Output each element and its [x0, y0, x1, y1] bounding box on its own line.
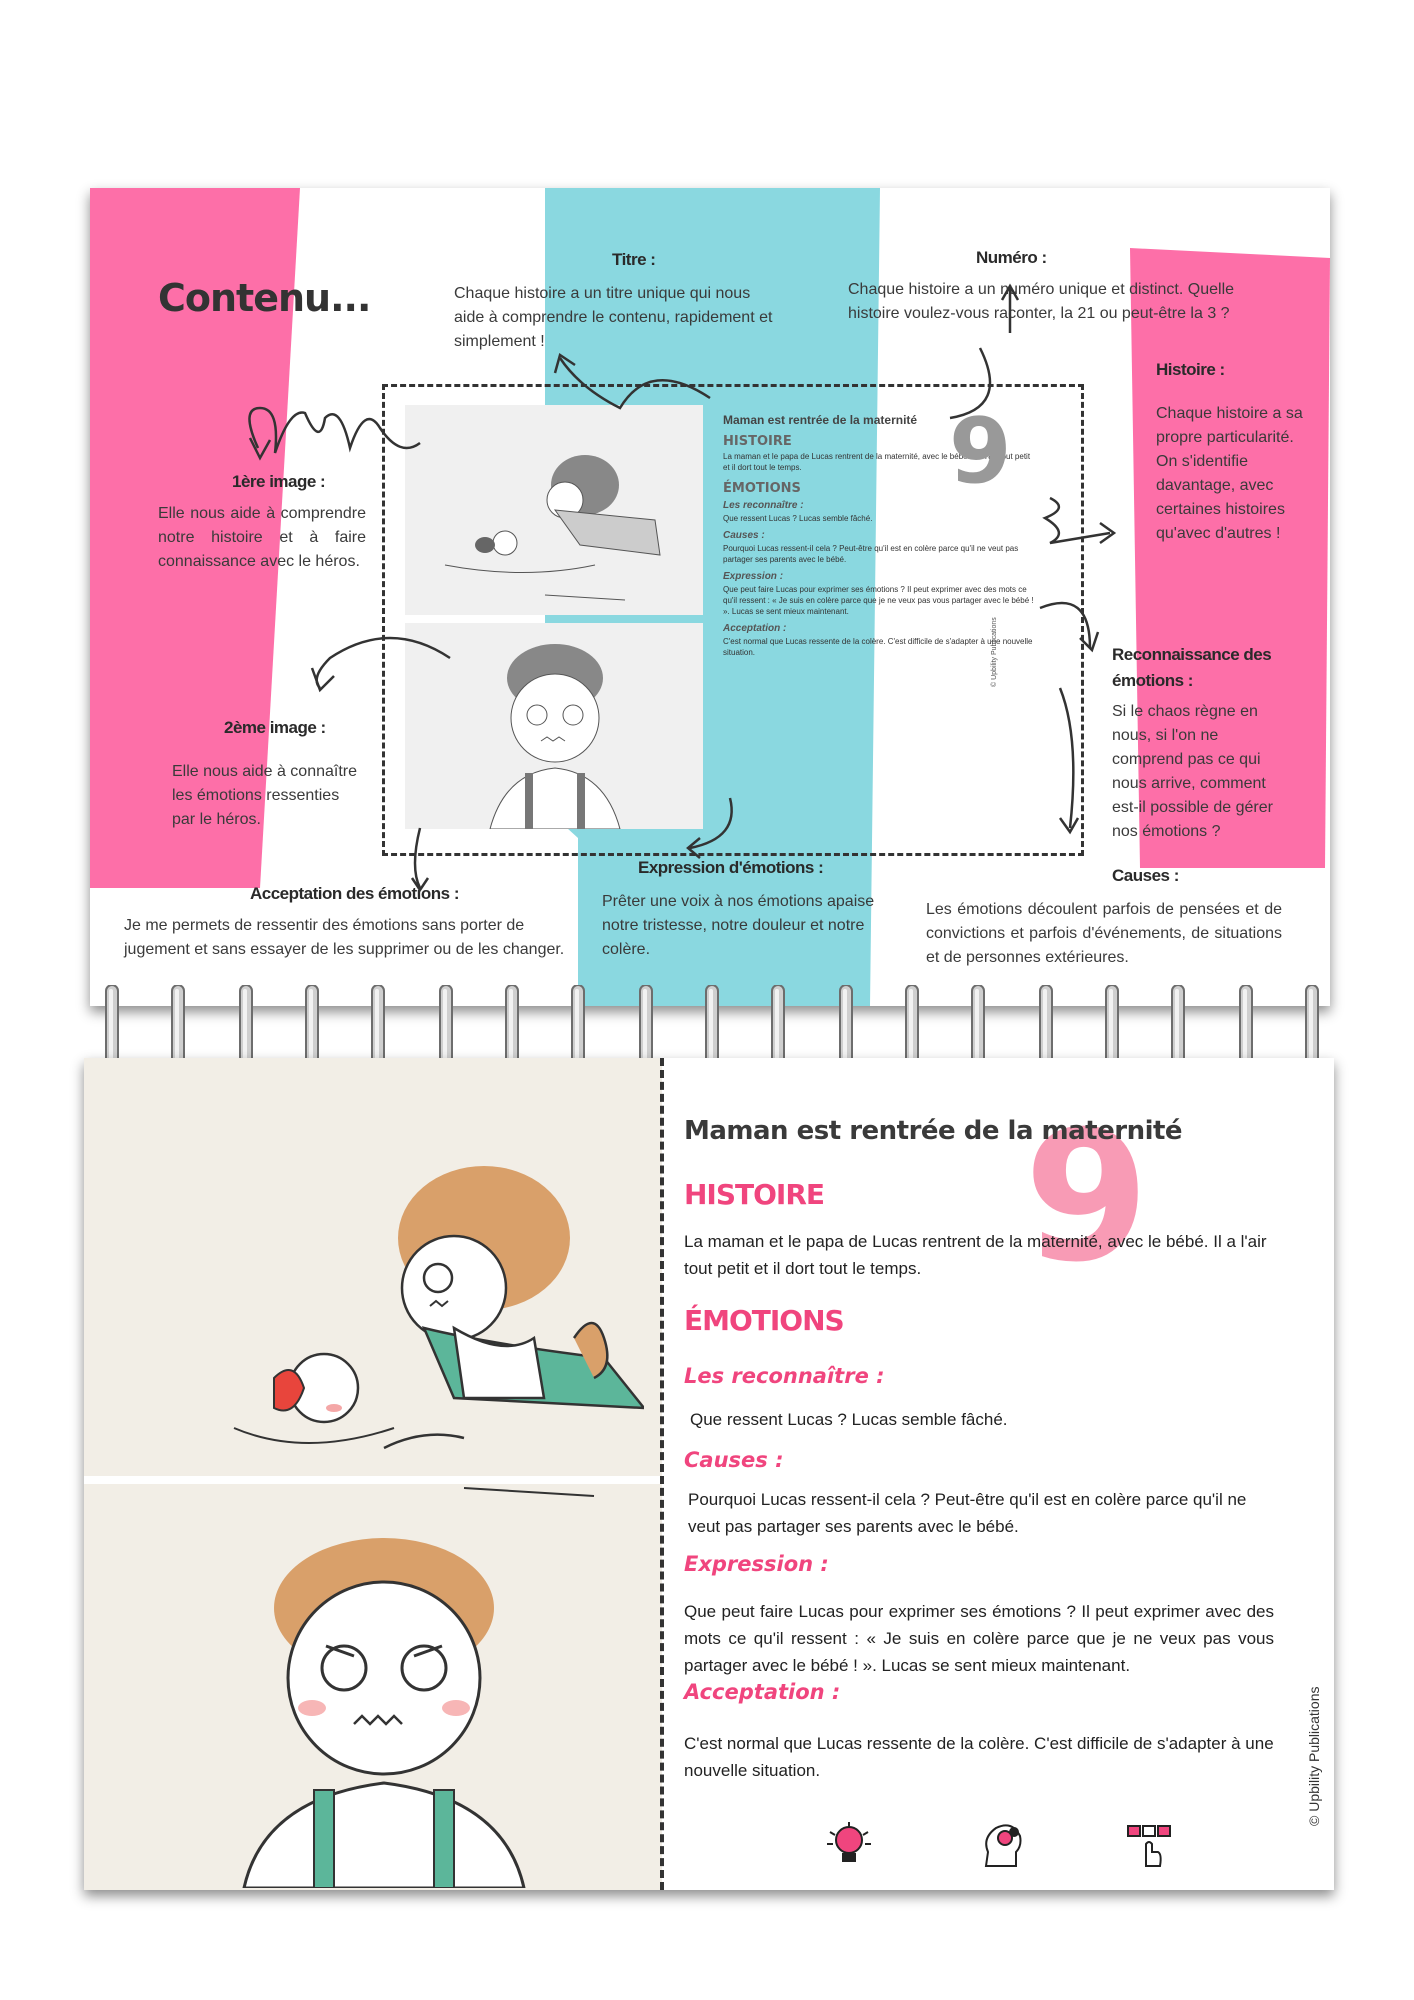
panel-divider: [660, 1058, 664, 1890]
reconnaissance-label: Reconnaissance des émotions :: [1112, 645, 1272, 690]
preview-causes-text: Pourquoi Lucas ressent-il cela ? Peut-être qu'il est en colère parce qu'il ne veut pas partager ses parents avec le bébé.: [723, 544, 1019, 564]
panel-separator: [84, 1476, 662, 1484]
preview-title: Maman est rentrée de la maternité: [723, 413, 918, 427]
lightbulb-icon: [824, 1820, 874, 1870]
titre-label: Titre :: [612, 250, 656, 269]
acceptation-heading: Acceptation :: [684, 1680, 841, 1704]
image2-text: Elle nous aide à connaître les émotions ressenties par le héros.: [172, 763, 358, 828]
causes-text: Pourquoi Lucas ressent-il cela ? Peut-être qu'il est en colère parce qu'il ne veut pas partager ses parents avec le bébé.: [688, 1490, 1247, 1536]
story-card: [84, 1058, 1334, 1890]
preview-image-2: [405, 623, 703, 829]
image2-label: 2ème image :: [224, 718, 326, 737]
numero-label: Numéro :: [976, 248, 1047, 267]
preview-image-1: [405, 405, 703, 615]
image1-text: Elle nous aide à comprendre notre histoire et à faire connaissance avec le héros.: [158, 505, 366, 570]
head-gears-icon: [978, 1820, 1028, 1870]
expression-text: Que peut faire Lucas pour exprimer ses émotions ? Il peut exprimer avec des mots ce qu'il ressent : « Je suis en colère parce que je ne veux pas vous partager avec le bébé ! ». Lucas se sent mieux maintenant.: [684, 1602, 1274, 1675]
expression-heading: Expression :: [684, 1552, 829, 1576]
expression-text: Prêter une voix à nos émotions apaise notre tristesse, notre douleur et notre colère.: [602, 893, 875, 958]
illustration-2: [204, 1528, 564, 1888]
histoire-text: La maman et le papa de Lucas rentrent de la maternité, avec le bébé. Il a l'air tout petit et il dort tout le temps.: [684, 1232, 1267, 1278]
causes-heading: Causes :: [684, 1448, 784, 1472]
histoire-label: Histoire :: [1156, 360, 1225, 379]
histoire-heading: HISTOIRE: [684, 1178, 825, 1211]
touch-choice-icon: [1124, 1820, 1174, 1870]
acceptation-text: C'est normal que Lucas ressente de la colère. C'est difficile de s'adapter à une nouvelle situation.: [684, 1734, 1274, 1780]
preview-histoire-heading: HISTOIRE: [723, 434, 792, 449]
reconnaitre-heading: Les reconnaître :: [684, 1364, 885, 1388]
story-number: 9: [1024, 1093, 1150, 1302]
reconnaissance-text: Si le chaos règne en nous, si l'on ne comprend pas ce qui nous arrive, comment est-il possible de gérer nos émotions ?: [1112, 703, 1273, 840]
causes-text: Les émotions découlent parfois de pensées et de convictions et parfois d'événements, de situations et de personnes extérieures.: [926, 901, 1282, 966]
acceptation-label: Acceptation des émotions :: [250, 884, 459, 903]
reconnaitre-text: Que ressent Lucas ? Lucas semble fâché.: [690, 1410, 1008, 1429]
page-title: Contenu...: [158, 276, 371, 320]
preview-reconnaitre-heading: Les reconnaître :: [723, 500, 804, 511]
overview-card: [90, 188, 1330, 1006]
titre-text: Chaque histoire a un titre unique qui nous aide à comprendre le contenu, rapidement et simplement !: [454, 285, 773, 350]
image1-label: 1ère image :: [232, 472, 326, 491]
preview-causes-heading: Causes :: [723, 530, 765, 541]
preview-emotions-heading: ÉMOTIONS: [723, 481, 801, 496]
expression-label: Expression d'émotions :: [638, 858, 824, 877]
preview-histoire-text: La maman et le papa de Lucas rentrent de la maternité, avec le bébé. Il a l'air tout petit et il dort tout le temps.: [723, 452, 1031, 472]
card-preview: [382, 384, 1084, 856]
histoire-text: Chaque histoire a sa propre particularité. On s'identifie davantage, avec certaines histoires qu'avec d'autres !: [1156, 405, 1303, 542]
preview-acceptation-heading: Acceptation :: [723, 623, 787, 634]
numero-text: Chaque histoire a un numéro unique et distinct. Quelle histoire voulez-vous raconter, la 21 ou peut-être la 3 ?: [848, 281, 1235, 322]
preview-acceptation-text: C'est normal que Lucas ressente de la colère. C'est difficile de s'adapter à une nouvelle situation.: [723, 637, 1033, 657]
copyright: © Upbility Publications: [1306, 1686, 1322, 1826]
preview-reconnaitre-text: Que ressent Lucas ? Lucas semble fâché.: [723, 514, 873, 523]
illustration-panel: [84, 1058, 662, 1890]
illustration-1: [124, 1128, 644, 1508]
preview-expression-heading: Expression :: [723, 571, 784, 582]
story-title: Maman est rentrée de la maternité: [684, 1116, 1183, 1146]
acceptation-text: Je me permets de ressentir des émotions sans porter de jugement et sans essayer de les supprimer ou de les changer.: [124, 917, 565, 958]
preview-expression-text: Que peut faire Lucas pour exprimer ses émotions ? Il peut exprimer avec des mots ce qu'il ressent : « Je suis en colère parce que je ne veux pas vous partager avec le bébé ! ». Lucas se sent mieux maintenant.: [723, 585, 1034, 616]
preview-number: 9: [949, 399, 1012, 504]
causes-label: Causes :: [1112, 866, 1179, 885]
preview-copyright: © Upbility Publications: [991, 617, 998, 687]
emotions-heading: ÉMOTIONS: [684, 1304, 844, 1337]
